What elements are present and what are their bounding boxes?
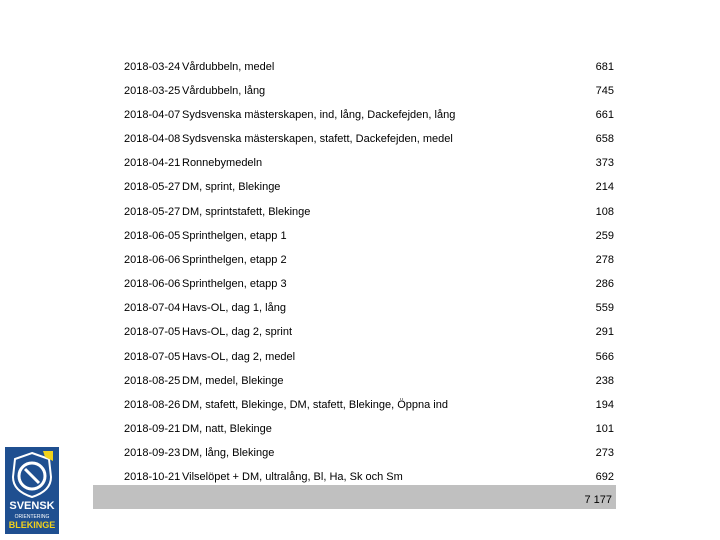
svensk-orientering-blekinge-logo bbox=[5, 447, 59, 534]
row-date: 2018-09-23 bbox=[124, 447, 181, 459]
row-event: DM, sprintstafett, Blekinge bbox=[182, 206, 311, 218]
row-value: 692 bbox=[595, 471, 614, 483]
row-date: 2018-03-24 bbox=[124, 61, 181, 73]
row-event: Sydsvenska mästerskapen, stafett, Dackefejden, medel bbox=[182, 133, 453, 145]
row-value: 194 bbox=[595, 399, 614, 411]
row-value: 373 bbox=[595, 157, 614, 169]
row-event: Sydsvenska mästerskapen, ind, lång, Dackefejden, lång bbox=[182, 109, 456, 121]
row-date: 2018-07-05 bbox=[124, 326, 181, 338]
row-event: DM, medel, Blekinge bbox=[182, 375, 284, 387]
table-row bbox=[120, 394, 620, 416]
table-row bbox=[120, 201, 620, 223]
row-event: Havs-OL, dag 1, lång bbox=[182, 302, 286, 314]
row-value: 238 bbox=[595, 375, 614, 387]
row-value: 101 bbox=[595, 423, 614, 435]
total-row bbox=[93, 485, 616, 509]
row-date: 2018-03-25 bbox=[124, 85, 181, 97]
row-date: 2018-06-06 bbox=[124, 254, 181, 266]
table-row bbox=[120, 56, 620, 78]
row-date: 2018-05-27 bbox=[124, 181, 181, 193]
table-row bbox=[120, 152, 620, 174]
row-event: Vårdubbeln, lång bbox=[182, 85, 266, 97]
row-date: 2018-04-07 bbox=[124, 109, 181, 121]
row-value: 745 bbox=[595, 85, 614, 97]
row-date: 2018-08-26 bbox=[124, 399, 181, 411]
row-event: Havs-OL, dag 2, sprint bbox=[182, 326, 293, 338]
row-date: 2018-06-06 bbox=[124, 278, 181, 290]
row-value: 681 bbox=[595, 61, 614, 73]
logo-text-orientering: ORIENTERING bbox=[14, 514, 50, 520]
row-date: 2018-10-21 bbox=[124, 471, 181, 483]
row-date: 2018-08-25 bbox=[124, 375, 181, 387]
table-row bbox=[120, 225, 620, 247]
row-value: 259 bbox=[595, 230, 614, 242]
row-event: DM, stafett, Blekinge, DM, stafett, Blekinge, Öppna ind bbox=[182, 399, 448, 411]
table-row bbox=[120, 176, 620, 198]
row-event: DM, sprint, Blekinge bbox=[182, 181, 281, 193]
row-value: 273 bbox=[595, 447, 614, 459]
row-value: 291 bbox=[595, 326, 614, 338]
row-date: 2018-05-27 bbox=[124, 206, 181, 218]
table-row bbox=[120, 249, 620, 271]
logo-text-blekinge: BLEKINGE bbox=[8, 520, 56, 530]
row-value: 566 bbox=[595, 351, 614, 363]
row-value: 661 bbox=[595, 109, 614, 121]
row-event: Sprinthelgen, etapp 2 bbox=[182, 254, 287, 266]
compass-logo-icon bbox=[5, 447, 59, 534]
row-event: Havs-OL, dag 2, medel bbox=[182, 351, 296, 363]
row-value: 108 bbox=[595, 206, 614, 218]
table-row bbox=[120, 128, 620, 150]
table-row bbox=[120, 346, 620, 368]
logo-text-svensk: SVENSK bbox=[9, 500, 55, 512]
row-date: 2018-07-05 bbox=[124, 351, 181, 363]
total-value: 7 177 bbox=[584, 494, 612, 506]
table-row bbox=[120, 370, 620, 392]
row-date: 2018-04-08 bbox=[124, 133, 181, 145]
row-value: 214 bbox=[595, 181, 614, 193]
table-row bbox=[120, 418, 620, 440]
row-event: Sprinthelgen, etapp 3 bbox=[182, 278, 287, 290]
table-row bbox=[120, 297, 620, 319]
row-value: 278 bbox=[595, 254, 614, 266]
table-row bbox=[120, 442, 620, 464]
row-event: Sprinthelgen, etapp 1 bbox=[182, 230, 287, 242]
table-row bbox=[120, 104, 620, 126]
table-row bbox=[120, 273, 620, 295]
row-value: 559 bbox=[595, 302, 614, 314]
row-date: 2018-09-21 bbox=[124, 423, 181, 435]
row-event: Ronnebymedeln bbox=[182, 157, 263, 169]
row-event: DM, natt, Blekinge bbox=[182, 423, 272, 435]
row-value: 658 bbox=[595, 133, 614, 145]
row-value: 286 bbox=[595, 278, 614, 290]
row-date: 2018-07-04 bbox=[124, 302, 181, 314]
table-row bbox=[120, 321, 620, 343]
row-date: 2018-06-05 bbox=[124, 230, 181, 242]
row-event: Vårdubbeln, medel bbox=[182, 61, 275, 73]
table-row bbox=[120, 80, 620, 102]
row-event: DM, lång, Blekinge bbox=[182, 447, 275, 459]
row-event: Vilselöpet + DM, ultralång, Bl, Ha, Sk och Sm bbox=[182, 471, 403, 483]
row-date: 2018-04-21 bbox=[124, 157, 181, 169]
